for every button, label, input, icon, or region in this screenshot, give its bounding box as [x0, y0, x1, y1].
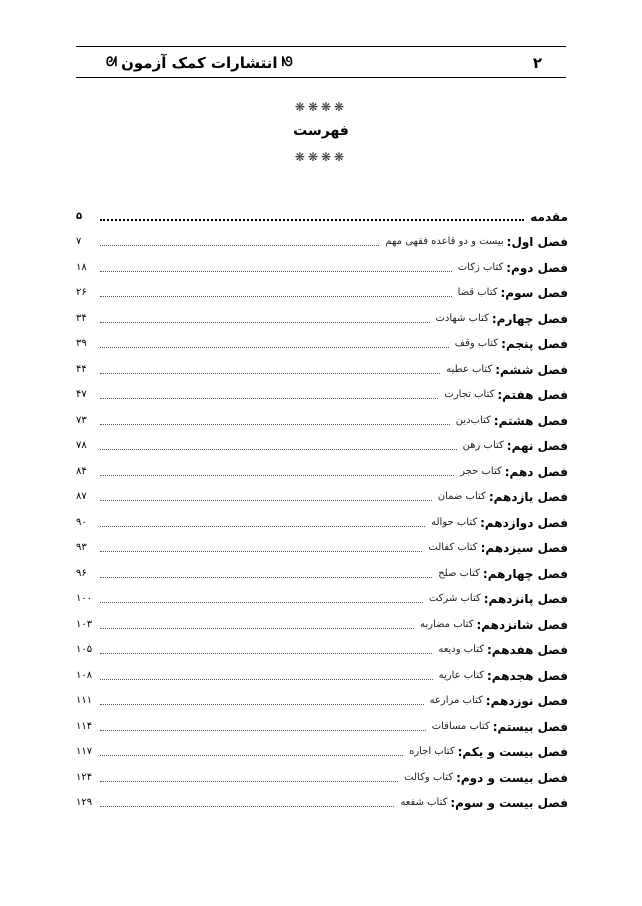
toc-chapter-label: فصل هشتم:	[493, 413, 568, 428]
dot-leader	[100, 296, 452, 297]
page-number: ۲	[532, 54, 542, 72]
toc-subject: کتاب قضا	[457, 287, 498, 298]
dot-leader	[100, 704, 424, 705]
toc-row[interactable]	[76, 300, 568, 326]
toc-chapter-label: فصل بیست و سوم:	[450, 796, 568, 810]
toc-row[interactable]	[76, 377, 568, 403]
toc-chapter-label: فصل سوم:	[500, 286, 568, 300]
toc-chapter-label: فصل چهارم:	[491, 311, 568, 326]
toc-subject: کتاب وکالت	[404, 771, 454, 783]
ornament-left-icon: ᘛ	[106, 55, 118, 70]
toc-chapter-label: فصل یازدهم:	[488, 490, 568, 504]
dot-leader	[100, 245, 379, 246]
toc-page-number: ۱۸	[76, 261, 87, 273]
toc-row[interactable]	[76, 581, 568, 607]
toc-subject: کتاب شهادت	[435, 312, 489, 324]
toc-page-number: ۱۰۳	[76, 618, 93, 630]
toc-row[interactable]	[76, 657, 568, 683]
dot-leader	[100, 755, 403, 756]
ornament-right-icon: ᘚ	[281, 55, 293, 70]
dot-leader	[100, 424, 450, 425]
toc-page-number: ۴۷	[76, 389, 87, 400]
toc-chapter-label: فصل ششم:	[495, 362, 568, 377]
toc-page-number: ۱۲۹	[76, 797, 93, 808]
publisher-name: انتشارات کمک آزمون	[121, 54, 278, 72]
toc-row-intro[interactable]	[76, 198, 568, 224]
toc-row[interactable]	[76, 402, 568, 428]
page-header	[76, 46, 566, 78]
dot-leader	[100, 322, 430, 323]
toc-subject: کتاب صلح	[438, 567, 480, 579]
toc-page-number: ۳۹	[76, 338, 87, 349]
toc-title: فهرست	[293, 123, 349, 139]
toc-chapter-label: فصل سیزدهم:	[480, 541, 568, 555]
publisher-title	[106, 53, 293, 73]
toc-subject: کتاب کفالت	[428, 542, 478, 553]
toc-row[interactable]	[76, 479, 568, 505]
toc-page-number: ۷	[76, 236, 82, 247]
dot-leader	[100, 602, 423, 603]
toc-row[interactable]	[76, 224, 568, 250]
toc-subject: کتاب شفعه	[400, 797, 448, 808]
toc-row[interactable]	[76, 504, 568, 530]
toc-page-number: ۱۰۰	[76, 593, 93, 604]
dot-leader	[100, 551, 422, 552]
toc-row[interactable]	[76, 708, 568, 734]
dot-leader	[100, 679, 433, 680]
dot-leader	[100, 653, 432, 654]
toc-row[interactable]	[76, 785, 568, 811]
toc-chapter-label: فصل بیست و یکم:	[457, 745, 568, 759]
toc-chapter-label: فصل نهم:	[506, 439, 568, 453]
toc-subject: کتاب مزارعه	[429, 695, 483, 706]
toc-items	[76, 224, 568, 811]
toc-row[interactable]	[76, 326, 568, 352]
dot-leader	[100, 500, 432, 501]
toc-subject: کتاب حواله	[431, 516, 478, 528]
toc-row[interactable]	[76, 530, 568, 556]
toc-chapter-label: فصل هفدهم:	[487, 643, 568, 657]
toc-chapter-label: فصل هجدهم:	[487, 668, 568, 683]
toc-page-number: ۴۴	[76, 363, 87, 375]
stars-ornament-bottom: ❋❋❋❋	[294, 150, 348, 164]
toc-intro-page: ۵	[76, 210, 83, 222]
dot-leader	[100, 475, 454, 476]
toc-row[interactable]	[76, 555, 568, 581]
toc-chapter-label: فصل بیست و دوم:	[456, 770, 568, 785]
toc-page-number: ۹۶	[76, 567, 87, 579]
toc-subject: کتاب تجارت	[444, 389, 495, 400]
toc-row[interactable]	[76, 428, 568, 454]
toc-subject: کتاب رهن	[462, 440, 504, 451]
toc-subject: کتاب مضاربه	[419, 618, 474, 630]
toc-row[interactable]	[76, 453, 568, 479]
toc-page-number: ۱۱۴	[76, 720, 93, 732]
toc-page-number: ۱۱۷	[76, 746, 93, 757]
toc-page-number: ۱۲۴	[76, 771, 93, 783]
toc-row[interactable]	[76, 351, 568, 377]
toc-subject: بیست و دو قاعده فقهی مهم	[385, 236, 504, 247]
toc-row[interactable]	[76, 683, 568, 709]
toc-subject: کتاب حجر	[460, 465, 502, 477]
toc-chapter-label: فصل پانزدهم:	[483, 592, 568, 606]
dot-leader	[100, 526, 425, 527]
toc-row[interactable]	[76, 249, 568, 275]
toc-chapter-label: فصل هفتم:	[497, 388, 568, 402]
toc-row[interactable]	[76, 606, 568, 632]
toc-subject: کتاب‌دین	[455, 414, 491, 426]
toc-page-number: ۱۱۱	[76, 695, 93, 706]
toc-chapter-label: فصل نوزدهم:	[485, 694, 568, 708]
toc-row[interactable]	[76, 632, 568, 658]
toc-page-number: ۸۴	[76, 465, 87, 477]
toc-row[interactable]	[76, 734, 568, 760]
toc-page-number: ۸۷	[76, 491, 87, 502]
dot-leader	[100, 730, 426, 731]
table-of-contents	[76, 198, 568, 810]
toc-chapter-label: فصل دوازدهم:	[480, 515, 568, 530]
dot-leader	[100, 271, 452, 272]
toc-chapter-label: فصل پنجم:	[501, 337, 568, 351]
toc-subject: کتاب ضمان	[437, 491, 486, 502]
dot-leader	[100, 628, 414, 629]
toc-subject: کتاب عطیه	[446, 363, 493, 375]
dot-leader	[100, 219, 524, 221]
toc-page-number: ۲۶	[76, 287, 87, 298]
toc-row[interactable]	[76, 759, 568, 785]
toc-page-number: ۷۸	[76, 440, 87, 451]
dot-leader	[100, 373, 440, 374]
dot-leader	[100, 781, 398, 782]
toc-chapter-label: فصل بیستم:	[492, 719, 568, 734]
toc-page-number: ۷۳	[76, 414, 87, 426]
dot-leader	[100, 577, 432, 578]
toc-subject: کتاب اجاره	[409, 746, 455, 757]
toc-subject: کتاب مساقات	[431, 720, 490, 732]
toc-subject: کتاب ودیعه	[438, 644, 484, 655]
toc-subject: کتاب عاریه	[438, 669, 484, 681]
toc-page-number: ۳۴	[76, 312, 87, 324]
dot-leader	[100, 398, 438, 399]
dot-leader	[100, 347, 449, 348]
toc-chapter-label: فصل شانزدهم:	[476, 617, 568, 632]
toc-subject: کتاب شرکت	[428, 593, 481, 604]
toc-subject: کتاب وقف	[454, 338, 499, 349]
toc-chapter-label: فصل دوم:	[506, 260, 568, 275]
toc-page-number: ۱۰۵	[76, 644, 93, 655]
toc-page-number: ۹۳	[76, 542, 87, 553]
stars-ornament-top: ❋❋❋❋	[294, 100, 348, 114]
toc-page-number: ۱۰۸	[76, 669, 93, 681]
dot-leader	[100, 806, 394, 807]
toc-subject: کتاب زکات	[457, 261, 504, 273]
toc-chapter-label: فصل دهم:	[504, 464, 568, 479]
dot-leader	[100, 449, 457, 450]
toc-page-number: ۹۰	[76, 516, 87, 528]
toc-chapter-label: فصل چهارهم:	[482, 566, 568, 581]
toc-row[interactable]	[76, 275, 568, 301]
toc-chapter-label: فصل اول:	[506, 235, 568, 249]
toc-intro-label: مقدمه	[530, 209, 568, 224]
